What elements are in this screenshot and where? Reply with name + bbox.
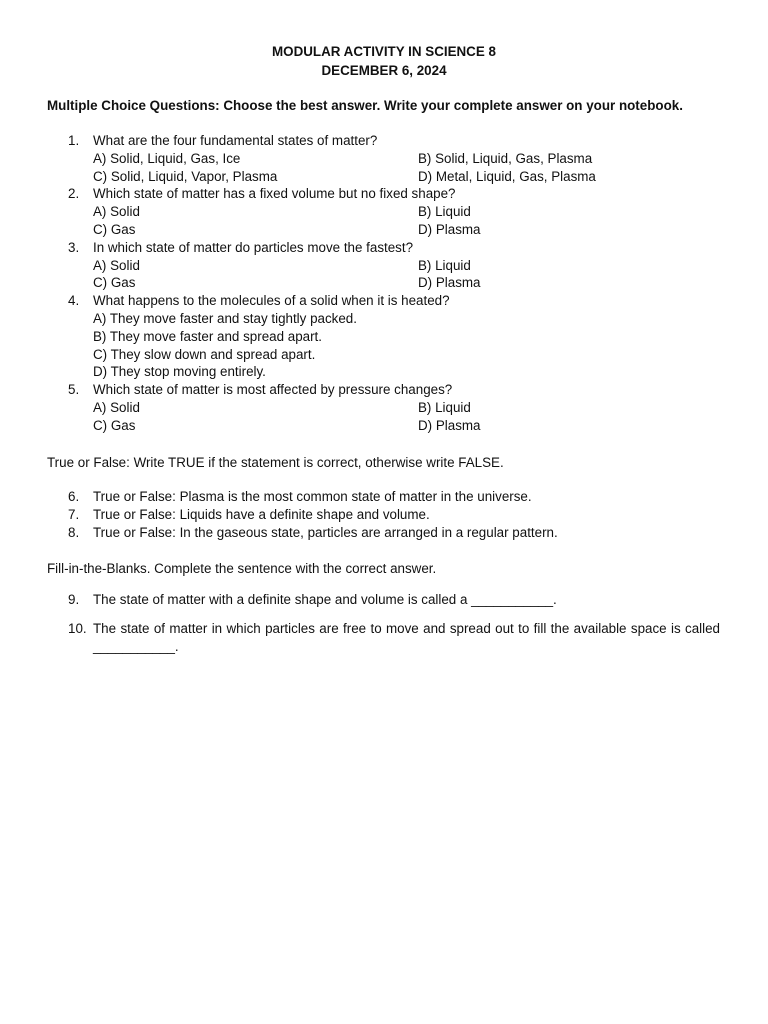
- option-row: [0, 257, 768, 275]
- option-row: [0, 168, 768, 186]
- option-row: [0, 328, 768, 346]
- option-row: [0, 221, 768, 239]
- item-number: 8.: [68, 524, 80, 540]
- document-title: MODULAR ACTIVITY IN SCIENCE 8: [272, 44, 496, 59]
- option-a: A) They move faster and stay tightly packed.: [93, 310, 357, 326]
- item-number: 7.: [68, 506, 80, 522]
- question-1: [0, 132, 768, 150]
- option-a: A) Solid: [93, 257, 140, 273]
- question-2: [0, 185, 768, 203]
- option-row: [0, 363, 768, 381]
- document-date: DECEMBER 6, 2024: [321, 62, 447, 78]
- option-b: B) Solid, Liquid, Gas, Plasma: [418, 150, 593, 166]
- option-row: [0, 310, 768, 328]
- item-number: 9.: [68, 592, 80, 607]
- true-false-item: [0, 488, 768, 506]
- document-header: [0, 43, 768, 80]
- option-d: D) Metal, Liquid, Gas, Plasma: [418, 168, 596, 184]
- multiple-choice-heading: Multiple Choice Questions: Choose the best answer. Write your complete answer on your notebook.: [47, 98, 683, 113]
- question-text: What happens to the molecules of a solid when it is heated?: [93, 293, 450, 309]
- true-false-list: [0, 488, 768, 541]
- item-text: The state of matter with a definite shape and volume is called a ___________.: [93, 592, 557, 607]
- question-text: What are the four fundamental states of matter?: [93, 133, 378, 148]
- fill-in-heading: Fill-in-the-Blanks. Complete the sentence with the correct answer.: [47, 561, 437, 576]
- question-number: 4.: [68, 293, 80, 309]
- question-4: [0, 292, 768, 310]
- item-number: 10.: [68, 621, 87, 636]
- option-d: D) Plasma: [418, 417, 481, 433]
- option-b: B) Liquid: [418, 399, 471, 415]
- true-false-item: [0, 506, 768, 524]
- true-false-heading: True or False: Write TRUE if the statement is correct, otherwise write FALSE.: [47, 455, 504, 470]
- option-a: A) Solid: [93, 399, 140, 415]
- question-number: 2.: [68, 186, 80, 202]
- question-number: 1.: [68, 133, 80, 148]
- question-number: 5.: [68, 382, 80, 398]
- option-row: [0, 417, 768, 435]
- question-text: In which state of matter do particles move the fastest?: [93, 239, 414, 255]
- option-b: B) They move faster and spread apart.: [93, 328, 323, 344]
- option-c: C) Solid, Liquid, Vapor, Plasma: [93, 168, 278, 184]
- question-text: Which state of matter is most affected by pressure changes?: [93, 382, 453, 398]
- option-b: B) Liquid: [418, 257, 471, 273]
- option-a: A) Solid, Liquid, Gas, Ice: [93, 150, 241, 166]
- question-3: [0, 239, 768, 257]
- item-text: True or False: In the gaseous state, particles are arranged in a regular pattern.: [93, 524, 558, 540]
- option-c: C) Gas: [93, 221, 136, 237]
- option-row: [0, 399, 768, 417]
- question-number: 3.: [68, 239, 80, 255]
- option-row: [0, 274, 768, 292]
- item-number: 6.: [68, 489, 80, 504]
- option-a: A) Solid: [93, 204, 140, 220]
- option-c: C) Gas: [93, 275, 136, 291]
- item-text: True or False: Plasma is the most common state of matter in the universe.: [93, 489, 532, 504]
- option-b: B) Liquid: [418, 204, 471, 220]
- option-d: D) Plasma: [418, 221, 481, 237]
- true-false-item: [0, 524, 768, 542]
- option-row: [0, 346, 768, 364]
- option-d: D) Plasma: [418, 275, 481, 291]
- item-text: True or False: Liquids have a definite shape and volume.: [93, 506, 430, 522]
- option-row: [0, 150, 768, 168]
- option-c: C) They slow down and spread apart.: [93, 346, 316, 362]
- question-5: [0, 381, 768, 399]
- option-d: D) They stop moving entirely.: [93, 364, 266, 380]
- question-text: Which state of matter has a fixed volume but no fixed shape?: [93, 186, 456, 202]
- item-text: The state of matter in which particles are free to move and spread out to fill the available space is called ___________.: [93, 621, 720, 654]
- option-c: C) Gas: [93, 417, 136, 433]
- multiple-choice-list: [0, 132, 768, 435]
- option-row: [0, 203, 768, 221]
